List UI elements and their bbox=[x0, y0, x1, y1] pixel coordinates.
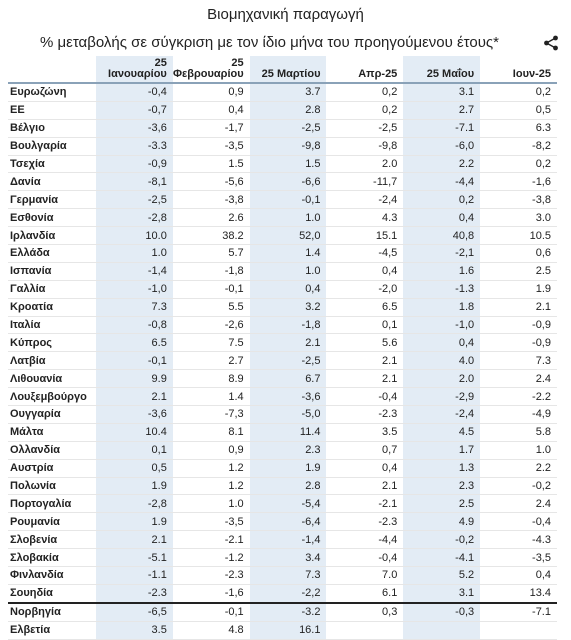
header-apr bbox=[326, 56, 403, 83]
value-cell bbox=[480, 621, 557, 639]
value-cell: -0,9 bbox=[480, 334, 557, 352]
value-cell: 0,3 bbox=[326, 603, 403, 621]
value-cell: -0,4 bbox=[326, 388, 403, 406]
value-cell: -7,3 bbox=[173, 406, 250, 424]
value-cell: 1.0 bbox=[480, 441, 557, 459]
country-name-cell: Ολλανδία bbox=[8, 441, 96, 459]
table-row bbox=[8, 137, 557, 155]
value-cell bbox=[403, 621, 480, 639]
value-cell: -0,1 bbox=[96, 352, 173, 370]
country-name-cell: Βέλγιο bbox=[8, 119, 96, 137]
value-cell: -3,5 bbox=[173, 137, 250, 155]
header-line2: 25 Μαρτίου bbox=[261, 68, 321, 80]
table-row bbox=[8, 477, 557, 495]
table-row bbox=[8, 513, 557, 531]
value-cell: -0,4 bbox=[480, 513, 557, 531]
country-name-cell: Ρουμανία bbox=[8, 513, 96, 531]
country-name-cell: Αυστρία bbox=[8, 459, 96, 477]
value-cell: 2.0 bbox=[326, 155, 403, 173]
value-cell: -6,0 bbox=[403, 137, 480, 155]
country-name-cell: Λατβία bbox=[8, 352, 96, 370]
value-cell: 1.4 bbox=[173, 388, 250, 406]
value-cell: 4.0 bbox=[403, 352, 480, 370]
value-cell: 0,2 bbox=[326, 101, 403, 119]
value-cell: -4,4 bbox=[326, 531, 403, 549]
header-country bbox=[8, 56, 96, 83]
value-cell: 2.8 bbox=[250, 477, 327, 495]
value-cell: -0,2 bbox=[480, 477, 557, 495]
value-cell: 0,4 bbox=[173, 101, 250, 119]
value-cell: 0,9 bbox=[173, 441, 250, 459]
value-cell: 2.0 bbox=[403, 370, 480, 388]
value-cell: -2,4 bbox=[326, 191, 403, 209]
value-cell: 4.9 bbox=[403, 513, 480, 531]
country-name-cell: Ουγγαρία bbox=[8, 406, 96, 424]
value-cell: 7.3 bbox=[250, 567, 327, 585]
value-cell: -5,6 bbox=[173, 173, 250, 191]
value-cell: 0,2 bbox=[480, 83, 557, 101]
value-cell: -0,1 bbox=[250, 191, 327, 209]
value-cell: -2,0 bbox=[326, 280, 403, 298]
value-cell: -2,5 bbox=[250, 352, 327, 370]
value-cell: -1.2 bbox=[173, 549, 250, 567]
table-row bbox=[8, 316, 557, 334]
header-may bbox=[403, 56, 480, 83]
value-cell: -5,4 bbox=[250, 495, 327, 513]
value-cell: 1.7 bbox=[403, 441, 480, 459]
value-cell: 6.5 bbox=[96, 334, 173, 352]
table-row bbox=[8, 388, 557, 406]
value-cell: 2.1 bbox=[96, 531, 173, 549]
share-icon[interactable] bbox=[543, 35, 559, 51]
value-cell: 2.6 bbox=[173, 209, 250, 227]
table-row bbox=[8, 567, 557, 585]
table-row bbox=[8, 441, 557, 459]
value-cell: 2.2 bbox=[403, 155, 480, 173]
value-cell: -2,5 bbox=[326, 119, 403, 137]
value-cell: -0,4 bbox=[326, 549, 403, 567]
value-cell: -0,4 bbox=[96, 83, 173, 101]
value-cell: 2.1 bbox=[326, 370, 403, 388]
value-cell: 0,4 bbox=[250, 280, 327, 298]
table-row bbox=[8, 101, 557, 119]
value-cell: -4.3 bbox=[480, 531, 557, 549]
value-cell: -3,6 bbox=[96, 119, 173, 137]
table-row bbox=[8, 155, 557, 173]
value-cell: 1.0 bbox=[173, 495, 250, 513]
value-cell: 0,4 bbox=[403, 334, 480, 352]
value-cell: 0,5 bbox=[480, 101, 557, 119]
country-name-cell: Σλοβακία bbox=[8, 549, 96, 567]
value-cell: 2.5 bbox=[403, 495, 480, 513]
value-cell: -2.3 bbox=[326, 513, 403, 531]
value-cell: 13.4 bbox=[480, 584, 557, 602]
header-line2: 25 Μαΐου bbox=[426, 68, 475, 80]
value-cell: 2.5 bbox=[480, 262, 557, 280]
value-cell: -2,9 bbox=[403, 388, 480, 406]
value-cell: 0,4 bbox=[480, 567, 557, 585]
table-row bbox=[8, 603, 557, 621]
table-row bbox=[8, 298, 557, 316]
table-row bbox=[8, 549, 557, 567]
value-cell: -3,6 bbox=[250, 388, 327, 406]
country-name-cell: Πολωνία bbox=[8, 477, 96, 495]
value-cell: 2.1 bbox=[250, 334, 327, 352]
value-cell: 9.9 bbox=[96, 370, 173, 388]
header-line2: Ιανουαρίου bbox=[108, 68, 167, 80]
value-cell: 0,4 bbox=[326, 459, 403, 477]
value-cell: 0,1 bbox=[96, 441, 173, 459]
value-cell: 1.0 bbox=[250, 262, 327, 280]
value-cell: -0,3 bbox=[403, 603, 480, 621]
value-cell: 2.7 bbox=[403, 101, 480, 119]
country-name-cell: Σουηδία bbox=[8, 584, 96, 602]
header-jan bbox=[96, 56, 173, 83]
value-cell: -2,1 bbox=[403, 245, 480, 263]
value-cell: -2,8 bbox=[96, 495, 173, 513]
value-cell: 1.8 bbox=[403, 298, 480, 316]
value-cell: 1.9 bbox=[96, 477, 173, 495]
value-cell: -2,2 bbox=[250, 584, 327, 602]
value-cell: 2.8 bbox=[250, 101, 327, 119]
table-row bbox=[8, 584, 557, 602]
value-cell: 7.5 bbox=[173, 334, 250, 352]
country-name-cell: Σλοβενία bbox=[8, 531, 96, 549]
value-cell: 2.1 bbox=[480, 298, 557, 316]
value-cell: -4,9 bbox=[480, 406, 557, 424]
value-cell: 0,2 bbox=[326, 83, 403, 101]
value-cell: -1,6 bbox=[173, 584, 250, 602]
value-cell: 0,5 bbox=[96, 459, 173, 477]
table-row bbox=[8, 245, 557, 263]
value-cell: 3.4 bbox=[250, 549, 327, 567]
value-cell: 1.2 bbox=[173, 477, 250, 495]
value-cell: -2.3 bbox=[173, 567, 250, 585]
value-cell: 2.1 bbox=[96, 388, 173, 406]
country-name-cell: Εσθονία bbox=[8, 209, 96, 227]
value-cell: -4.1 bbox=[403, 549, 480, 567]
country-name-cell: Μάλτα bbox=[8, 423, 96, 441]
table-row bbox=[8, 334, 557, 352]
country-name-cell: Ιταλία bbox=[8, 316, 96, 334]
table-row bbox=[8, 280, 557, 298]
value-cell: 1.9 bbox=[250, 459, 327, 477]
value-cell: -11,7 bbox=[326, 173, 403, 191]
value-cell: -1,4 bbox=[96, 262, 173, 280]
value-cell: 1.2 bbox=[173, 459, 250, 477]
table-row bbox=[8, 423, 557, 441]
value-cell: -1,0 bbox=[403, 316, 480, 334]
value-cell: -2.1 bbox=[326, 495, 403, 513]
value-cell: 7.0 bbox=[326, 567, 403, 585]
value-cell: 1.9 bbox=[480, 280, 557, 298]
table-row bbox=[8, 191, 557, 209]
value-cell: -3,5 bbox=[173, 513, 250, 531]
value-cell: -1.3 bbox=[403, 280, 480, 298]
country-name-cell: Ελλάδα bbox=[8, 245, 96, 263]
value-cell: -7.1 bbox=[403, 119, 480, 137]
value-cell: -0,9 bbox=[480, 316, 557, 334]
value-cell: -3,6 bbox=[96, 406, 173, 424]
value-cell: -7.1 bbox=[480, 603, 557, 621]
value-cell: 10.5 bbox=[480, 227, 557, 245]
value-cell: -1,8 bbox=[250, 316, 327, 334]
country-name-cell: Δανία bbox=[8, 173, 96, 191]
value-cell: -9,8 bbox=[250, 137, 327, 155]
country-name-cell: Κροατία bbox=[8, 298, 96, 316]
value-cell: -1,4 bbox=[250, 531, 327, 549]
country-name-cell: Νορβηγία bbox=[8, 603, 96, 621]
value-cell: 7.3 bbox=[96, 298, 173, 316]
value-cell: 1.5 bbox=[173, 155, 250, 173]
value-cell: 4.5 bbox=[403, 423, 480, 441]
value-cell: -2,4 bbox=[403, 406, 480, 424]
value-cell: -8,2 bbox=[480, 137, 557, 155]
value-cell: -2.2 bbox=[480, 388, 557, 406]
value-cell: -0,1 bbox=[173, 280, 250, 298]
value-cell: 2.2 bbox=[480, 459, 557, 477]
value-cell: 1.9 bbox=[96, 513, 173, 531]
table-body bbox=[8, 83, 557, 639]
value-cell: 2.7 bbox=[173, 352, 250, 370]
table-row bbox=[8, 459, 557, 477]
value-cell: -8,1 bbox=[96, 173, 173, 191]
table-row bbox=[8, 119, 557, 137]
table-row bbox=[8, 370, 557, 388]
table-row bbox=[8, 495, 557, 513]
value-cell: 5.5 bbox=[173, 298, 250, 316]
value-cell: -0,7 bbox=[96, 101, 173, 119]
value-cell: -5.1 bbox=[96, 549, 173, 567]
value-cell: 0,6 bbox=[480, 245, 557, 263]
value-cell: 0,4 bbox=[326, 262, 403, 280]
table-row bbox=[8, 531, 557, 549]
value-cell: 1.0 bbox=[250, 209, 327, 227]
value-cell: -4,5 bbox=[326, 245, 403, 263]
value-cell: -6,4 bbox=[250, 513, 327, 531]
value-cell: -5,0 bbox=[250, 406, 327, 424]
value-cell: 38.2 bbox=[173, 227, 250, 245]
table-row bbox=[8, 262, 557, 280]
subtitle: % μεταβολής σε σύγκριση με τον ίδιο μήνα του προηγούμενου έτους* bbox=[39, 34, 499, 51]
subtitle-row bbox=[0, 30, 571, 56]
country-name-cell: ΕΕ bbox=[8, 101, 96, 119]
value-cell: -6,5 bbox=[96, 603, 173, 621]
table-row bbox=[8, 621, 557, 639]
value-cell: -3,5 bbox=[480, 549, 557, 567]
value-cell: 3.7 bbox=[250, 83, 327, 101]
header-feb bbox=[173, 56, 250, 83]
country-name-cell: Ισπανία bbox=[8, 262, 96, 280]
value-cell: 1.4 bbox=[250, 245, 327, 263]
country-name-cell: Ιρλανδία bbox=[8, 227, 96, 245]
country-name-cell: Βουλγαρία bbox=[8, 137, 96, 155]
value-cell: 4.8 bbox=[173, 621, 250, 639]
value-cell: -6,6 bbox=[250, 173, 327, 191]
value-cell: -1,7 bbox=[173, 119, 250, 137]
value-cell: -0,9 bbox=[96, 155, 173, 173]
value-cell: 10.0 bbox=[96, 227, 173, 245]
table-row bbox=[8, 352, 557, 370]
value-cell: -2,6 bbox=[173, 316, 250, 334]
value-cell: 0,1 bbox=[326, 316, 403, 334]
value-cell: -3,8 bbox=[480, 191, 557, 209]
table-row bbox=[8, 227, 557, 245]
value-cell: -1.1 bbox=[96, 567, 173, 585]
value-cell: 52,0 bbox=[250, 227, 327, 245]
value-cell: 0,9 bbox=[173, 83, 250, 101]
header-mar bbox=[250, 56, 327, 83]
value-cell: 16.1 bbox=[250, 621, 327, 639]
value-cell: 3.5 bbox=[326, 423, 403, 441]
value-cell: -1,8 bbox=[173, 262, 250, 280]
industrial-production-table bbox=[8, 56, 557, 640]
country-name-cell: Κύπρος bbox=[8, 334, 96, 352]
value-cell: -2.3 bbox=[326, 406, 403, 424]
value-cell: 2.1 bbox=[326, 477, 403, 495]
value-cell: 6.1 bbox=[326, 584, 403, 602]
value-cell: -2.3 bbox=[96, 584, 173, 602]
value-cell: 3.0 bbox=[480, 209, 557, 227]
header-line2: Ιουν-25 bbox=[512, 68, 551, 80]
value-cell: 3.2 bbox=[250, 298, 327, 316]
header-line1: 25 bbox=[231, 57, 244, 69]
value-cell: 0,4 bbox=[403, 209, 480, 227]
header-line2: Απρ-25 bbox=[358, 68, 398, 80]
value-cell: 1.5 bbox=[250, 155, 327, 173]
value-cell: -3,8 bbox=[173, 191, 250, 209]
value-cell: 5.8 bbox=[480, 423, 557, 441]
value-cell: -0,8 bbox=[96, 316, 173, 334]
value-cell: 6.5 bbox=[326, 298, 403, 316]
country-name-cell: Λουξεμβούργο bbox=[8, 388, 96, 406]
value-cell: 6.7 bbox=[250, 370, 327, 388]
table-row bbox=[8, 83, 557, 101]
value-cell: -2,8 bbox=[96, 209, 173, 227]
value-cell: 3.1 bbox=[403, 83, 480, 101]
country-name-cell: Τσεχία bbox=[8, 155, 96, 173]
value-cell: -0,2 bbox=[403, 531, 480, 549]
value-cell bbox=[326, 621, 403, 639]
value-cell: 2.4 bbox=[480, 370, 557, 388]
value-cell: 0,2 bbox=[403, 191, 480, 209]
value-cell: 0,2 bbox=[480, 155, 557, 173]
country-name-cell: Ευρωζώνη bbox=[8, 83, 96, 101]
country-name-cell: Γαλλία bbox=[8, 280, 96, 298]
value-cell: -9,8 bbox=[326, 137, 403, 155]
page-title: Βιομηχανική παραγωγή bbox=[207, 6, 364, 23]
value-cell: -2,5 bbox=[250, 119, 327, 137]
value-cell: -1,0 bbox=[96, 280, 173, 298]
value-cell: 2.3 bbox=[403, 477, 480, 495]
value-cell: -2,5 bbox=[96, 191, 173, 209]
country-name-cell: Φινλανδία bbox=[8, 567, 96, 585]
value-cell: -3.3 bbox=[96, 137, 173, 155]
country-name-cell: Γερμανία bbox=[8, 191, 96, 209]
header-jun bbox=[480, 56, 557, 83]
country-name-cell: Λιθουανία bbox=[8, 370, 96, 388]
value-cell: 5.2 bbox=[403, 567, 480, 585]
value-cell: 11.4 bbox=[250, 423, 327, 441]
value-cell: 3.5 bbox=[96, 621, 173, 639]
table-row bbox=[8, 406, 557, 424]
value-cell: 8.1 bbox=[173, 423, 250, 441]
value-cell: 1.6 bbox=[403, 262, 480, 280]
value-cell: -0,1 bbox=[173, 603, 250, 621]
value-cell: -3.2 bbox=[250, 603, 327, 621]
value-cell: 6.3 bbox=[480, 119, 557, 137]
value-cell: 5.6 bbox=[326, 334, 403, 352]
value-cell: 1.0 bbox=[96, 245, 173, 263]
value-cell: -1,6 bbox=[480, 173, 557, 191]
value-cell: 2.1 bbox=[326, 352, 403, 370]
table-row bbox=[8, 173, 557, 191]
country-name-cell: Πορτογαλία bbox=[8, 495, 96, 513]
header-line2: Φεβρουαρίου bbox=[173, 68, 244, 80]
value-cell: 10.4 bbox=[96, 423, 173, 441]
value-cell: 2.4 bbox=[480, 495, 557, 513]
header-line1: 25 bbox=[154, 57, 167, 69]
value-cell: 1.3 bbox=[403, 459, 480, 477]
table-header-row bbox=[8, 56, 557, 83]
value-cell: 8.9 bbox=[173, 370, 250, 388]
table-row bbox=[8, 209, 557, 227]
value-cell: 2.3 bbox=[250, 441, 327, 459]
value-cell: 3.1 bbox=[403, 584, 480, 602]
country-name-cell: Ελβετία bbox=[8, 621, 96, 639]
value-cell: 40,8 bbox=[403, 227, 480, 245]
value-cell: 4.3 bbox=[326, 209, 403, 227]
value-cell: -2.1 bbox=[173, 531, 250, 549]
value-cell: -4,4 bbox=[403, 173, 480, 191]
value-cell: 5.7 bbox=[173, 245, 250, 263]
value-cell: 7.3 bbox=[480, 352, 557, 370]
value-cell: 0,7 bbox=[326, 441, 403, 459]
value-cell: 15.1 bbox=[326, 227, 403, 245]
